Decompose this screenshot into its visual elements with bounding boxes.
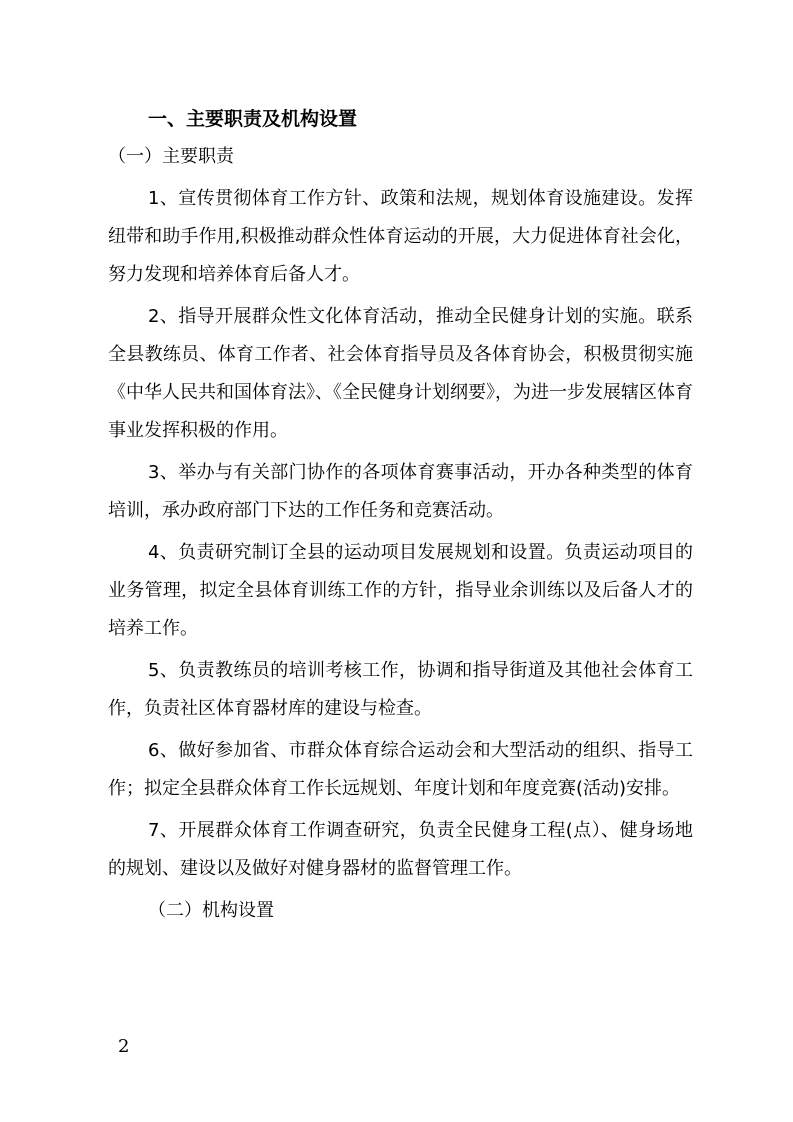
responsibility-item-7: 7、开展群众体育工作调查研究，负责全民健身工程(点）、健身场地的规划、建设以及做好对健身器材的监督管理工作。 xyxy=(108,820,693,879)
document-body xyxy=(108,100,693,930)
responsibility-item-4: 4、负责研究制订全县的运动项目发展规划和设置。负责运动项目的业务管理，拟定全县体育训练工作的方针，指导业余训练以及后备人才的培养工作。 xyxy=(108,542,693,639)
subsection-title-organization: （二）机构设置 xyxy=(148,900,274,921)
responsibility-item-2: 2、指导开展群众性文化体育活动，推动全民健身计划的实施。联系全县教练员、体育工作者、社会体育指导员及各体育协会，积极贯彻实施《中华人民共和国体育法》、《全民健身计划纲要》，为进一步发展辖区体育事业发挥积极的作用。 xyxy=(108,306,693,441)
responsibility-item-5: 5、负责教练员的培训考核工作，协调和指导街道及其他社会体育工作，负责社区体育器材库的建设与检查。 xyxy=(108,660,693,719)
page-number: 2 xyxy=(118,1036,130,1057)
subsection-title-responsibilities: （一）主要职责 xyxy=(108,146,234,167)
responsibility-item-3: 3、举办与有关部门协作的各项体育赛事活动，开办各种类型的体育培训，承办政府部门下达的工作任务和竞赛活动。 xyxy=(108,462,693,521)
responsibility-item-1: 1、宣传贯彻体育工作方针、政策和法规，规划体育设施建设。发挥纽带和助手作用,积极推动群众性体育运动的开展，大力促进体育社会化，努力发现和培养体育后备人才。 xyxy=(108,188,693,285)
section-title: 一、主要职责及机构设置 xyxy=(148,108,358,130)
responsibility-item-6: 6、做好参加省、市群众体育综合运动会和大型活动的组织、指导工作；拟定全县群众体育工作长远规划、年度计划和年度竞赛(活动)安排。 xyxy=(108,740,693,799)
